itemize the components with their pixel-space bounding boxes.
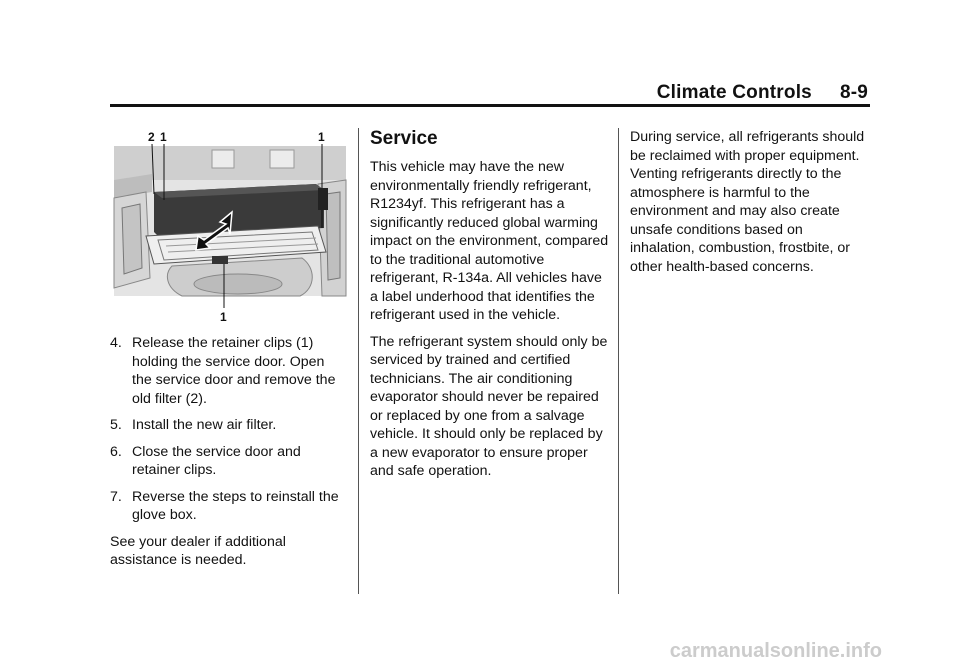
step-text: Install the new air filter.: [132, 417, 277, 433]
step-6: [110, 443, 348, 480]
callout-1-top-right: 1: [318, 130, 325, 144]
step-text: Close the service door and retainer clips.: [132, 443, 301, 478]
page-header: [657, 82, 868, 104]
step-7: [110, 488, 348, 525]
retainer-clip-right: [318, 188, 328, 210]
step-number: 5.: [110, 417, 122, 433]
cabin-filter-figure: [112, 128, 348, 324]
left-column: [110, 128, 348, 578]
column-divider-left: [358, 128, 359, 594]
refrigerant-paragraph: During service, all refrigerants should be reclaimed with proper equipment. Venting refrigerants directly to the atmosphere is harmful to the environment and may also create unsafe conditions based on inhalation, combustion, frostbite, or other health-based concerns.: [630, 129, 865, 275]
service-heading: Service: [370, 128, 438, 149]
right-column: [630, 128, 870, 284]
page-number: 8-9: [839, 82, 868, 103]
header-rule: [110, 104, 870, 107]
retainer-clip-bottom: [212, 256, 228, 264]
step-number: 4.: [110, 335, 122, 351]
callout-2-top-left: 2: [148, 130, 155, 144]
step-4: [110, 334, 348, 408]
dealer-note: See your dealer if additional assistance is needed.: [110, 533, 286, 568]
step-5: [110, 416, 348, 435]
step-number: 7.: [110, 488, 122, 505]
middle-column: [370, 128, 610, 489]
callout-1-bottom: 1: [220, 310, 227, 324]
section-title: Climate Controls: [656, 82, 812, 103]
column-divider-right: [618, 128, 619, 594]
filter-steps-list: [110, 334, 348, 525]
cabin-filter-illustration: [112, 128, 348, 324]
step-text: Release the retainer clips (1) holding the service door. Open the service door and remove the old filter (2).: [132, 335, 336, 407]
service-paragraph-1: This vehicle may have the new environmentally friendly refrigerant, R1234yf. This refrigerant has a significantly reduced global warming impact on the environment, compared to the traditional automotive refrigerant, R-134a. All vehicles have a label underhood that identifies the refrigerant used in the vehicle.: [370, 159, 609, 323]
step-text: Reverse the steps to reinstall the glove box.: [132, 488, 339, 523]
service-paragraph-2: The refrigerant system should only be serviced by trained and certified technicians. The air conditioning evaporator should never be repaired or replaced by one from a salvage vehicle. It should only be replaced by a new evaporator to ensure proper and safe operation.: [370, 333, 608, 479]
watermark: carmanualsonline.info: [669, 640, 882, 662]
step-number: 6.: [110, 443, 122, 460]
callout-1-top-left: 1: [160, 130, 167, 144]
